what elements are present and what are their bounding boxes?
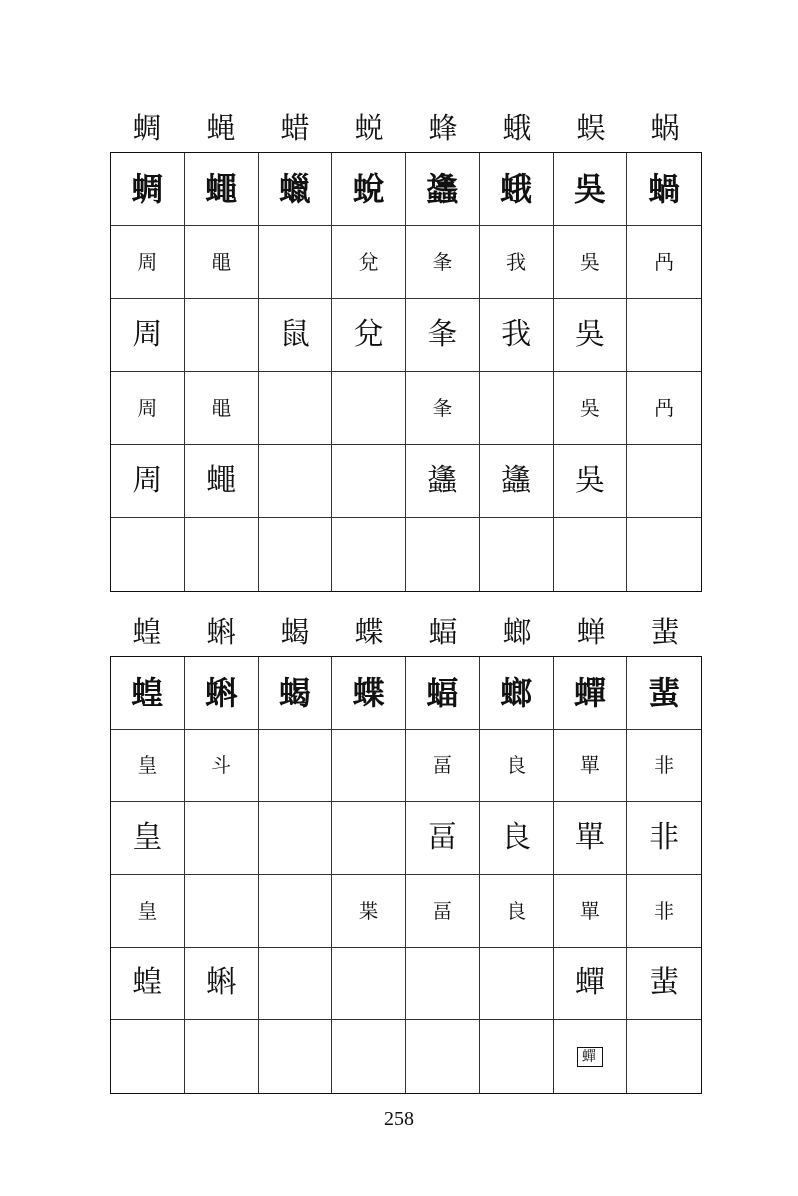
glyph-cell: [111, 226, 185, 299]
column-header: 蜡: [280, 111, 310, 145]
glyph-cell: [554, 657, 628, 730]
glyph-cell: [259, 518, 333, 591]
glyph-cell: [185, 372, 259, 445]
character-glyph: 夆: [427, 317, 458, 352]
character-glyph: 單: [574, 820, 605, 856]
character-glyph: 鼠: [279, 317, 310, 352]
character-glyph: 黽: [211, 250, 232, 274]
glyph-cell: [627, 1020, 701, 1093]
column-header: 螂: [502, 615, 532, 649]
glyph-cell: [480, 730, 554, 803]
glyph-cell: [480, 802, 554, 875]
character-glyph: 枼: [358, 898, 379, 923]
character-glyph: 周: [132, 463, 163, 498]
glyph-cell: [554, 445, 628, 518]
glyph-cell: [332, 372, 406, 445]
character-glyph: 兌: [358, 250, 379, 274]
glyph-cell: [332, 657, 406, 730]
glyph-cell: [332, 299, 406, 372]
glyph-cell: [480, 518, 554, 591]
character-glyph: 蠅: [206, 463, 237, 498]
glyph-cell: [627, 153, 701, 226]
glyph-cell: [627, 518, 701, 591]
glyph-cell: [332, 948, 406, 1021]
character-glyph: 蟬: [574, 965, 605, 1001]
character-glyph: 蜩: [131, 170, 164, 208]
glyph-cell: [111, 299, 185, 372]
column-header: 蛾: [502, 111, 532, 145]
glyph-cell: [627, 226, 701, 299]
glyph-cell: [111, 1020, 185, 1093]
glyph-cell: [406, 657, 480, 730]
character-glyph: 蛻: [352, 170, 385, 208]
column-header: 蝎: [280, 615, 310, 649]
character-glyph: 皇: [137, 898, 158, 923]
glyph-cell: [480, 153, 554, 226]
character-glyph: 單: [579, 753, 600, 778]
character-glyph: 皇: [132, 820, 163, 856]
character-glyph: 蟬: [577, 1047, 603, 1067]
column-header: 蝇: [206, 111, 236, 145]
column-header: 蜈: [576, 111, 606, 145]
glyph-cell: [406, 875, 480, 948]
character-glyph: 夆: [432, 396, 453, 420]
glyph-cell: [259, 299, 333, 372]
glyph-cell: [554, 1020, 628, 1093]
character-glyph: 周: [137, 396, 158, 420]
glyph-cell: [406, 372, 480, 445]
glyph-cell: [554, 299, 628, 372]
character-glyph: 兌: [353, 317, 384, 352]
column-header: 蝉: [576, 615, 606, 649]
character-glyph: 吳: [573, 170, 606, 208]
character-glyph: 冎: [654, 250, 675, 274]
glyph-cell: [406, 1020, 480, 1093]
column-header: 蜩: [132, 111, 162, 145]
character-glyph: 蝎: [278, 673, 311, 712]
character-glyph: 良: [506, 753, 527, 778]
glyph-cell: [554, 730, 628, 803]
glyph-cell: [480, 1020, 554, 1093]
character-glyph: 吳: [579, 250, 600, 274]
column-header: 蝠: [428, 615, 458, 649]
character-glyph: 蝌: [205, 673, 238, 712]
character-glyph: 吳: [574, 317, 605, 352]
glyph-cell: [259, 802, 333, 875]
glyph-cell: [406, 226, 480, 299]
glyph-cell: [259, 226, 333, 299]
character-glyph: 非: [649, 820, 680, 856]
character-glyph: 蝶: [352, 673, 385, 712]
character-glyph: 蝸: [648, 170, 681, 208]
character-glyph: 我: [501, 317, 532, 352]
glyph-cell: [332, 730, 406, 803]
glyph-cell: [111, 518, 185, 591]
glyph-cell: [259, 372, 333, 445]
glyph-cell: [627, 948, 701, 1021]
glyph-cell: [111, 948, 185, 1021]
character-glyph: 良: [506, 898, 527, 923]
column-header: 蜚: [650, 615, 680, 649]
glyph-cell: [627, 445, 701, 518]
character-glyph: 非: [654, 898, 675, 923]
character-glyph: 周: [132, 317, 163, 352]
column-header: 蝗: [132, 615, 162, 649]
character-glyph: 蝌: [206, 965, 237, 1001]
character-glyph: 螂: [500, 673, 533, 712]
header-row-2: [110, 612, 702, 652]
character-glyph: 蠭: [426, 170, 459, 208]
glyph-cell: [259, 153, 333, 226]
glyph-cell: [332, 153, 406, 226]
glyph-cell: [185, 226, 259, 299]
character-glyph: 蛾: [500, 170, 533, 208]
character-glyph: 蜚: [649, 965, 680, 1001]
glyph-cell: [406, 445, 480, 518]
character-glyph: 吳: [574, 463, 605, 498]
column-header: 蜂: [428, 111, 458, 145]
glyph-cell: [111, 445, 185, 518]
column-header: 蜕: [354, 111, 384, 145]
character-glyph: 蝗: [132, 965, 163, 1001]
character-glyph: 蠟: [278, 170, 311, 208]
column-header: 蜗: [650, 111, 680, 145]
glyph-cell: [554, 153, 628, 226]
glyph-cell: [111, 372, 185, 445]
character-glyph: 單: [579, 898, 600, 923]
glyph-cell: [332, 445, 406, 518]
glyph-cell: [259, 657, 333, 730]
glyph-cell: [332, 518, 406, 591]
glyph-cell: [259, 445, 333, 518]
glyph-cell: [627, 875, 701, 948]
glyph-cell: [554, 875, 628, 948]
glyph-cell: [185, 657, 259, 730]
character-glyph: 蠭: [427, 463, 458, 498]
glyph-cell: [185, 445, 259, 518]
character-glyph: 蝠: [426, 673, 459, 712]
glyph-cell: [480, 445, 554, 518]
glyph-cell: [111, 802, 185, 875]
character-glyph: 冎: [654, 396, 675, 420]
character-glyph: 蜚: [648, 673, 681, 712]
character-glyph: 夆: [432, 250, 453, 274]
character-glyph: 蝗: [131, 673, 164, 712]
glyph-cell: [111, 875, 185, 948]
glyph-cell: [406, 153, 480, 226]
character-glyph: 吳: [579, 396, 600, 420]
glyph-cell: [480, 299, 554, 372]
glyph-cell: [259, 730, 333, 803]
glyph-cell: [185, 948, 259, 1021]
glyph-cell: [554, 948, 628, 1021]
glyph-cell: [332, 226, 406, 299]
glyph-cell: [627, 802, 701, 875]
character-glyph: 周: [137, 250, 158, 274]
glyph-cell: [554, 518, 628, 591]
character-glyph: 畐: [432, 898, 453, 923]
glyph-cell: [259, 948, 333, 1021]
glyph-cell: [185, 802, 259, 875]
glyph-cell: [332, 802, 406, 875]
glyph-cell: [554, 802, 628, 875]
character-glyph: 皇: [137, 753, 158, 778]
glyph-cell: [259, 875, 333, 948]
header-row-1: [110, 108, 702, 148]
character-glyph: 良: [501, 820, 532, 856]
glyph-cell: [406, 948, 480, 1021]
character-glyph: 蠭: [501, 463, 532, 498]
glyph-cell: [185, 875, 259, 948]
glyph-cell: [185, 153, 259, 226]
glyph-cell: [406, 299, 480, 372]
glyph-cell: [406, 802, 480, 875]
character-glyph: 黽: [211, 396, 232, 420]
glyph-cell: [480, 226, 554, 299]
glyph-cell: [627, 299, 701, 372]
glyph-cell: [480, 948, 554, 1021]
glyph-cell: [111, 153, 185, 226]
glyph-cell: [185, 1020, 259, 1093]
glyph-cell: [111, 657, 185, 730]
character-glyph: 蠅: [205, 170, 238, 208]
character-glyph: 我: [506, 250, 527, 274]
column-header: 蝌: [206, 615, 236, 649]
glyph-cell: [480, 372, 554, 445]
glyph-cell: [480, 875, 554, 948]
glyph-cell: [185, 518, 259, 591]
page-number: 258: [384, 1108, 414, 1130]
glyph-cell: [111, 730, 185, 803]
glyph-cell: [554, 226, 628, 299]
glyph-cell: [627, 730, 701, 803]
glyph-grid-1: [110, 152, 702, 592]
character-glyph: 畐: [432, 753, 453, 778]
character-glyph: 斗: [211, 753, 232, 778]
glyph-cell: [185, 299, 259, 372]
glyph-cell: [332, 1020, 406, 1093]
glyph-cell: [259, 1020, 333, 1093]
glyph-cell: [554, 372, 628, 445]
glyph-cell: [627, 372, 701, 445]
glyph-cell: [480, 657, 554, 730]
glyph-cell: [406, 518, 480, 591]
column-header: 蝶: [354, 615, 384, 649]
character-glyph: 蟬: [573, 673, 606, 712]
character-glyph: 非: [654, 753, 675, 778]
character-glyph: 畐: [427, 820, 458, 856]
glyph-grid-2: [110, 656, 702, 1094]
glyph-cell: [185, 730, 259, 803]
glyph-cell: [627, 657, 701, 730]
glyph-cell: [332, 875, 406, 948]
glyph-cell: [406, 730, 480, 803]
